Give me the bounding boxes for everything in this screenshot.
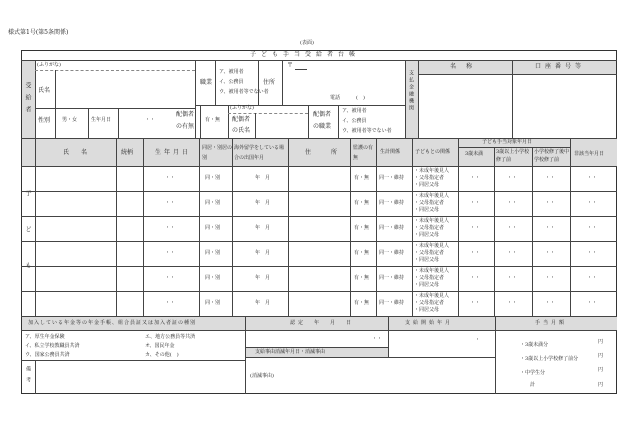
child-birthdate: ・・ bbox=[165, 250, 176, 256]
relation-option: ・未成年後見人 bbox=[414, 268, 450, 274]
allowance-item: ・中学生分 bbox=[520, 370, 546, 376]
spouse-occupation-option: ウ、被用者等でない者 bbox=[342, 128, 392, 134]
child-birthdate: ・・ bbox=[165, 225, 176, 231]
col-header-cohabitation: 同居・別居の別 bbox=[202, 145, 233, 161]
date-ineligible: ・・ bbox=[587, 225, 598, 231]
allowance-items bbox=[520, 338, 578, 380]
pension-options-left bbox=[25, 333, 80, 360]
child-birthdate: ・・ bbox=[165, 200, 176, 206]
child-cohabitation: 同・別 bbox=[205, 225, 221, 231]
payment-start-header: 支給開始年月 bbox=[405, 320, 454, 326]
date-elementary: ・・ bbox=[507, 175, 518, 181]
relation-option: ・父母指定者 bbox=[414, 200, 445, 206]
relation-option: ・同居父母 bbox=[414, 207, 440, 213]
relation-option: ・未成年後見人 bbox=[414, 168, 450, 174]
allowance-total-label: 計 bbox=[530, 382, 536, 388]
child-custody: 有・無 bbox=[354, 225, 370, 231]
child-custody: 有・無 bbox=[354, 275, 370, 281]
postal-mark: 〒 bbox=[287, 62, 294, 69]
date-elementary: ・・ bbox=[507, 300, 518, 306]
approval-header: 認定 年 月 日 bbox=[290, 320, 355, 326]
relation-option: ・同居父母 bbox=[414, 182, 440, 188]
child-custody: 有・無 bbox=[354, 250, 370, 256]
col-header-eligible-dates: 子ども手当対象年月日 bbox=[482, 139, 533, 145]
recipient-label: 受給者 bbox=[24, 82, 31, 118]
gender-value: 男・女 bbox=[62, 117, 78, 123]
child-livelihood: 同一・維持 bbox=[379, 200, 405, 206]
phone-label: 電話 bbox=[330, 95, 341, 101]
date-elementary: ・・ bbox=[507, 250, 518, 256]
col-header-address: 住所 bbox=[305, 149, 358, 156]
child-relation-options bbox=[414, 168, 449, 189]
occupation-label: 職業 bbox=[200, 79, 213, 86]
change-header: 支給事由消滅年月日・消滅事由 bbox=[255, 349, 326, 355]
allowance-unit: 円 bbox=[598, 382, 604, 388]
pension-option: ウ、国家公務員共済 bbox=[25, 352, 70, 358]
spouse-occupation-option: イ、公務員 bbox=[342, 118, 367, 124]
birthdate-label: 生年月日 bbox=[91, 117, 112, 123]
pension-header: 加入している年金等の年金手帳、組合員証又は加入者証の種別 bbox=[28, 320, 197, 326]
date-ineligible: ・・ bbox=[587, 250, 598, 256]
allowance-unit: 円 bbox=[598, 353, 604, 359]
relation-option: ・同居父母 bbox=[414, 232, 440, 238]
date-junior-high: ・・ bbox=[545, 250, 556, 256]
allowance-item: ・3歳以上小学校修了前分 bbox=[520, 356, 579, 362]
child-cohabitation: 同・別 bbox=[205, 175, 221, 181]
child-custody: 有・無 bbox=[354, 300, 370, 306]
date-ineligible: ・・ bbox=[587, 200, 598, 206]
col-header-name: 氏名 bbox=[63, 149, 100, 156]
sub-header-junior-high: 小学校修了後中学校修了前 bbox=[534, 149, 570, 163]
child-livelihood: 同一・維持 bbox=[379, 300, 405, 306]
pension-option: イ、私立学校教職員共済 bbox=[25, 343, 80, 349]
children-side-label: 子ども bbox=[24, 190, 31, 298]
spouse-name-label: 配偶者 bbox=[232, 116, 251, 123]
date-junior-high: ・・ bbox=[545, 175, 556, 181]
child-relation-options bbox=[414, 293, 449, 314]
relation-option: ・未成年後見人 bbox=[414, 218, 450, 224]
phone-value: ( ) bbox=[356, 95, 365, 101]
pension-option: カ、その他( ) bbox=[145, 352, 179, 358]
occupation-options bbox=[219, 68, 269, 98]
spouse-name-label-2: の氏名 bbox=[232, 127, 251, 134]
child-livelihood: 同一・維持 bbox=[379, 275, 405, 281]
side-label: (表面) bbox=[300, 40, 314, 46]
occupation-option: イ、公務員 bbox=[219, 79, 244, 85]
relation-option: ・同居父母 bbox=[414, 307, 440, 313]
date-junior-high: ・・ bbox=[545, 225, 556, 231]
date-junior-high: ・・ bbox=[545, 275, 556, 281]
spouse-presence-label: 配偶者 bbox=[176, 111, 195, 118]
allowance-item: ・3歳未満分 bbox=[520, 342, 549, 348]
gender-label: 性別 bbox=[38, 117, 51, 124]
relation-option: ・未成年後見人 bbox=[414, 243, 450, 249]
col-header-child-relation: 子どもとの関係 bbox=[415, 149, 451, 155]
relation-option: ・未成年後見人 bbox=[414, 293, 450, 299]
child-birthdate: ・・ bbox=[165, 275, 176, 281]
date-under3: ・・ bbox=[470, 300, 481, 306]
child-cohabitation: 同・別 bbox=[205, 200, 221, 206]
child-livelihood: 同一・維持 bbox=[379, 225, 405, 231]
allowance-header: 手当月額 bbox=[535, 320, 568, 326]
date-ineligible: ・・ bbox=[587, 300, 598, 306]
pension-options-right bbox=[145, 333, 195, 360]
child-abroad-date: 年 月 bbox=[255, 200, 271, 206]
name-label: 氏名 bbox=[38, 87, 51, 94]
change-value: (消滅事由) bbox=[250, 373, 274, 379]
remarks-label: 備考 bbox=[25, 366, 31, 388]
occupation-option: ウ、被用者等でない者 bbox=[219, 89, 269, 95]
spouse-occupation-options bbox=[342, 107, 392, 137]
occupation-option: ア、被用者 bbox=[219, 69, 244, 75]
spouse-furigana-label: (ふりがな) bbox=[230, 105, 254, 111]
date-ineligible: ・・ bbox=[587, 275, 598, 281]
spouse-presence-label-2: の有無 bbox=[176, 123, 195, 130]
col-header-birthdate: 生年月日 bbox=[155, 149, 192, 156]
sub-header-elementary: 3歳以上小学校修了前 bbox=[496, 149, 530, 163]
col-header-relation: 続柄 bbox=[121, 149, 134, 156]
furigana-label: (ふりがな) bbox=[37, 62, 61, 68]
date-under3: ・・ bbox=[470, 250, 481, 256]
pension-option: オ、国民年金 bbox=[145, 343, 175, 349]
child-abroad-date: 年 月 bbox=[255, 275, 271, 281]
col-header-custody: 監護の有無 bbox=[353, 145, 374, 161]
relation-option: ・未成年後見人 bbox=[414, 193, 450, 199]
form-title: 子ども手当受給者台帳 bbox=[250, 51, 361, 58]
spouse-occupation-label: 配偶者 bbox=[313, 111, 332, 118]
spouse-occupation-option: ア、被用者 bbox=[342, 108, 367, 114]
child-abroad-date: 年 月 bbox=[255, 175, 271, 181]
child-relation-options bbox=[414, 193, 449, 214]
child-abroad-date: 年 月 bbox=[255, 300, 271, 306]
date-junior-high: ・・ bbox=[545, 300, 556, 306]
child-custody: 有・無 bbox=[354, 200, 370, 206]
form-number: 様式第1号(第5条関係) bbox=[8, 29, 69, 36]
child-relation-options bbox=[414, 243, 449, 264]
birthdate-value: ・・ bbox=[145, 117, 156, 123]
col-header-abroad: 海外留学をしている場合の出国年月 bbox=[234, 145, 285, 161]
spouse-occupation-label-2: の職業 bbox=[313, 123, 332, 130]
relation-option: ・父母指定者 bbox=[414, 175, 445, 181]
sub-header-ineligible: 非該当年月日 bbox=[574, 151, 605, 157]
relation-option: ・父母指定者 bbox=[414, 300, 445, 306]
child-relation-options bbox=[414, 218, 449, 239]
allowance-unit: 円 bbox=[598, 367, 604, 373]
date-under3: ・・ bbox=[470, 175, 481, 181]
child-birthdate: ・・ bbox=[165, 300, 176, 306]
approval-value: ・・ bbox=[372, 336, 383, 342]
child-abroad-date: 年 月 bbox=[255, 250, 271, 256]
bank-label: 支払金融機関 bbox=[408, 70, 414, 112]
date-under3: ・・ bbox=[470, 275, 481, 281]
relation-option: ・父母指定者 bbox=[414, 275, 445, 281]
child-livelihood: 同一・維持 bbox=[379, 175, 405, 181]
child-livelihood: 同一・維持 bbox=[379, 250, 405, 256]
date-elementary: ・・ bbox=[507, 225, 518, 231]
relation-option: ・同居父母 bbox=[414, 282, 440, 288]
date-elementary: ・・ bbox=[507, 275, 518, 281]
date-under3: ・・ bbox=[470, 225, 481, 231]
child-custody: 有・無 bbox=[354, 175, 370, 181]
pension-option: エ、地方公務員等共済 bbox=[145, 334, 196, 340]
pension-option: ア、厚生年金保険 bbox=[25, 334, 65, 340]
col-header-livelihood: 生計関係 bbox=[380, 149, 401, 155]
child-abroad-date: 年 月 bbox=[255, 225, 271, 231]
child-birthdate: ・・ bbox=[165, 175, 176, 181]
allowance-unit: 円 bbox=[598, 339, 604, 345]
relation-option: ・同居父母 bbox=[414, 257, 440, 263]
child-cohabitation: 同・別 bbox=[205, 275, 221, 281]
date-ineligible: ・・ bbox=[587, 175, 598, 181]
child-cohabitation: 同・別 bbox=[205, 300, 221, 306]
bank-name-header: 名称 bbox=[450, 63, 483, 70]
date-elementary: ・・ bbox=[507, 200, 518, 206]
date-junior-high: ・・ bbox=[545, 200, 556, 206]
address-label: 住所 bbox=[263, 79, 276, 86]
bank-account-header: 口座番号等 bbox=[535, 63, 586, 70]
relation-option: ・父母指定者 bbox=[414, 250, 445, 256]
payment-start-value: ・ bbox=[475, 337, 481, 343]
date-under3: ・・ bbox=[470, 200, 481, 206]
relation-option: ・父母指定者 bbox=[414, 225, 445, 231]
child-relation-options bbox=[414, 268, 449, 289]
spouse-presence-value: 有・無 bbox=[205, 117, 221, 123]
sub-header-under3: 3歳未満 bbox=[465, 151, 484, 157]
child-cohabitation: 同・別 bbox=[205, 250, 221, 256]
